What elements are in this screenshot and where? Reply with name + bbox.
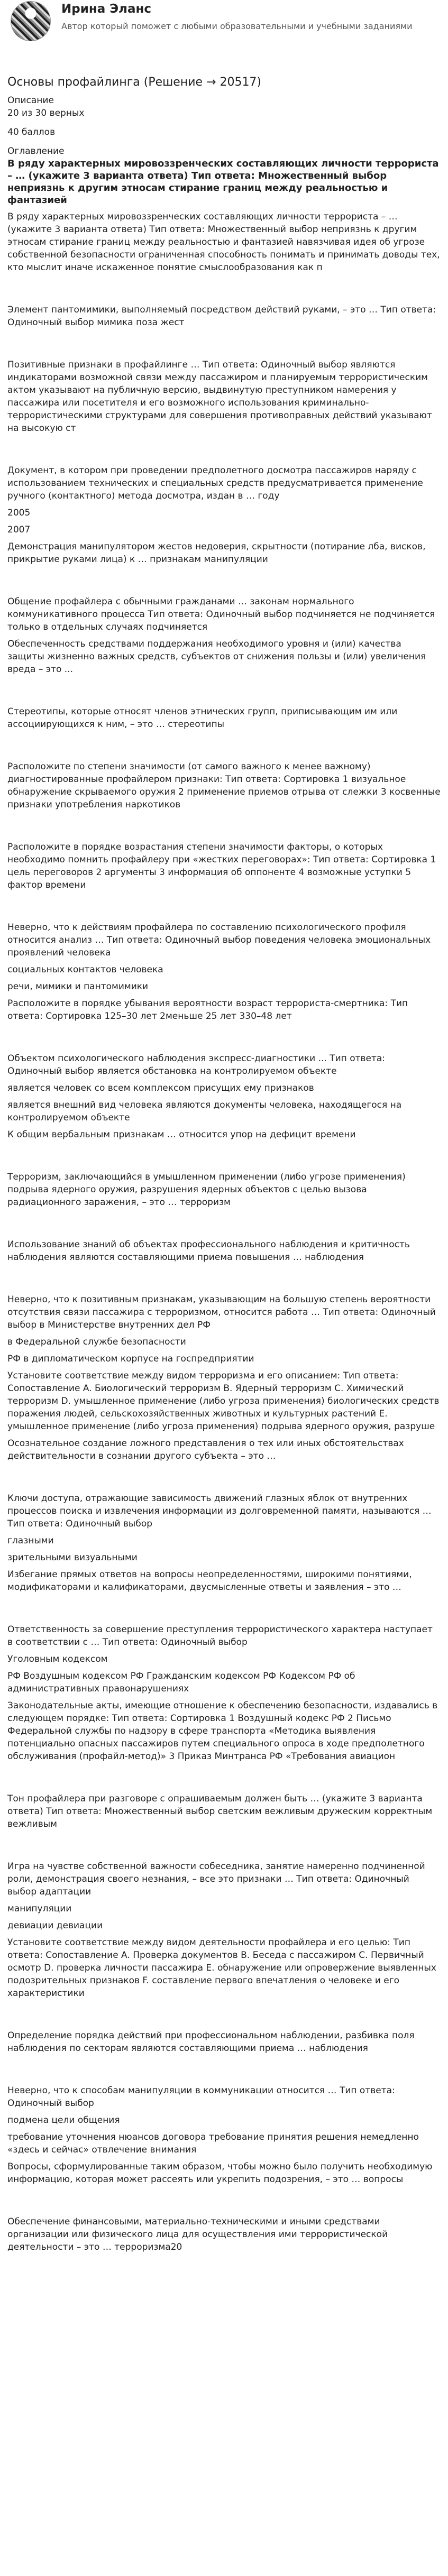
description-label: Описание (7, 95, 54, 106)
answer-option: зрительными визуальными (7, 1552, 138, 1563)
question-block (7, 760, 441, 811)
page-title: Основы профайлинга (Решение → 20517) (7, 76, 262, 89)
question-block (7, 303, 441, 329)
question-text: Использование знаний об объектах профессионального наблюдения и критичность наблюдения являются составляющими приема повышения … наблюдения (7, 1239, 410, 1263)
question-block (7, 358, 441, 435)
question-block (7, 2215, 441, 2253)
question-block (7, 1792, 441, 1830)
question-block (7, 1623, 441, 1763)
author-name[interactable]: Ирина Эланс (61, 2, 152, 16)
question-block (7, 1238, 441, 1264)
question-text: Элемент пантомимики, выполняемый посредством действий руками, – это … Тип ответа: Одиночный выбор мимика поза жест (7, 305, 436, 328)
question-text: Вопросы, сформулированные таким образом, чтобы можно было получить необходимую информацию, которая может рассеять или укрепить подозрения, – это … вопросы (7, 2161, 433, 2185)
question-text: К общим вербальным признакам … относится упор на дефицит времени (7, 1129, 356, 1140)
toc-label: Оглавление (7, 146, 65, 157)
question-block (7, 705, 441, 731)
question-block (7, 1052, 441, 1141)
question-block (7, 1171, 441, 1209)
question-text: Установите соответствие между видом терроризма и его описанием: Тип ответа: Сопоставление A. Биологический терроризм B. Ядерный терроризм C. Химический терроризм D. умышленное применение (либо угроза применения) биологических средств поражения людей, сельскохозяйственных животных и культурных растений E. умышленное применение (либо угроза применения) подрыва ядерного оружия, разруше (7, 1370, 440, 1432)
question-text: Ответственность за совершение преступления террористического характера наступает в соответствии с … Тип ответа: Одиночный выбор (7, 1624, 433, 1648)
question-text: Расположите по степени значимости (от самого важного к менее важному) диагностированные профайлером признаки: Тип ответа: Сортировка 1 визуальное обнаружение скрываемого оружия 2 применение приемов отрыва от слежки 3 косвенные признаки употребления наркотиков (7, 761, 441, 810)
question-block (7, 921, 441, 1023)
author-info (61, 0, 412, 33)
answer-option: в Федеральной службе безопасности (7, 1337, 186, 1347)
answer-option: манипуляции (7, 1903, 72, 1914)
question-block (7, 158, 441, 274)
question-text: Расположите в порядке убывания вероятности возраст террориста-смертника: Тип ответа: Сортировка 125–30 лет 2меньше 25 лет 330–48 лет (7, 998, 408, 1022)
avatar[interactable] (11, 1, 51, 41)
question-text: Установите соответствие между видом деятельности профайлера и его целью: Тип ответа: Сопоставление A. Проверка документов B. Беседа с пассажиром C. Первичный осмотр D. проверка личности пассажира E. обнаружение или опровержение выявленных подозрительных признаков F. составление первого впечатления о человеке и его характеристики (7, 1937, 436, 1999)
question-block (7, 595, 441, 676)
question-block (7, 841, 441, 891)
question-text: Общение профайлера с обычными гражданами … законам нормального коммуникативного процесса Тип ответа: Одиночный выбор подчиняется не подчиняется только в отдельных случаях подчиняется (7, 596, 435, 632)
question-text: В ряду характерных мировоззренческих составляющих личности террориста – … (укажите 3 варианта ответа) Тип ответа: Множественный выбор неприязнь к другим этносам стирание границ между реальностью и фантазией навязчивая идея об угрозе собственной безопасности ограниченная способность понимать и принимать доводы тех, кто мыслит иначе искаженное понятие смыслообразования как п (7, 211, 440, 273)
question-block (7, 464, 441, 566)
questions-list (7, 158, 441, 2253)
points: 40 баллов (7, 127, 56, 137)
question-text: Обеспечение финансовыми, материально-техническими и иными средствами организации или физического лица для осуществления ими террористической деятельности – это … терроризма20 (7, 2216, 388, 2252)
question-block (7, 1860, 441, 2000)
question-text: Осознательное создание ложного представления о тех или иных обстоятельствах действительности в сознании другого субъекта – это … (7, 1438, 404, 1461)
author-card (7, 0, 441, 68)
question-text: Неверно, что к способам манипуляции в коммуникации относится … Тип ответа: Одиночный выбор (7, 2085, 395, 2109)
question-block (7, 1492, 441, 1594)
question-text: Объектом психологического наблюдения экспресс-диагностики ... Тип ответа: Одиночный выбор является обстановка на контролируемом объекте (7, 1053, 386, 1077)
question-text: Неверно, что к действиям профайлера по составлению психологического профиля относится анализ … Тип ответа: Одиночный выбор поведения человека эмоциональных проявлений человека (7, 922, 431, 958)
question-text: Неверно, что к позитивным признакам, указывающим на большую степень вероятности отсутствия связи пассажира с терроризмом, относится работа … Тип ответа: Одиночный выбор в Министерстве внутренних дел РФ (7, 1294, 436, 1330)
question-text: Избегание прямых ответов на вопросы неопределенностями, широкими понятиями, модификаторами и калификаторами, двусмысленные ответы и заявления – это … (7, 1569, 412, 1593)
question-text: Терроризм, заключающийся в умышленном применении (либо угрозе применения) подрыва ядерного оружия, разрушения ядерных объектов с целью вызова радиационного заражения, – это … терроризм (7, 1172, 406, 1208)
question-text: Обеспеченность средствами поддержания необходимого уровня и (или) качества защиты жизненно важных средств, субъектов от снижения пользы и (или) увеличения вреда – это ... (7, 639, 426, 675)
answer-option: 2007 (7, 525, 31, 535)
question-text: В ряду характерных мировоззренческих составляющих личности террориста – … (укажите 3 варианта ответа) Тип ответа: Множественный выбор неприязнь к другим этносам стирание границ между реальностью и фантазией (7, 158, 439, 206)
question-text: Демонстрация манипулятором жестов недоверия, скрытности (потирание лба, висков, прикрытие руками лица) к … признакам манипуляции (7, 541, 426, 565)
question-text: Документ, в котором при проведении предполетного досмотра пассажиров наряду с использованием технических и специальных средств предусматривается применение ручного (контактного) метода досмотра, издан в … году (7, 465, 423, 501)
answer-option: РФ Воздушным кодексом РФ Гражданским кодексом РФ Кодексом РФ об административных правонарушениях (7, 1671, 355, 1694)
answer-option: является человек со всем комплексом присущих ему признаков (7, 1083, 314, 1093)
answer-option: девиации девиации (7, 1920, 103, 1931)
question-text: Игра на чувстве собственной важности собеседника, занятие намеренно подчиненной роли, демонстрация своего незнания, – все это признаки … Тип ответа: Одиночный выбор адаптации (7, 1861, 425, 1897)
score-stats: 20 из 30 верных (7, 108, 85, 118)
question-text: Расположите в порядке возрастания степени значимости факторы, о которых необходимо помнить профайлеру при «жестких переговорах»: Тип ответа: Сортировка 1 цель переговоров 2 аргументы 3 информация об оппоненте 4 возможные уступки 5 фактор времени (7, 842, 436, 890)
answer-option: речи, мимики и пантомимики (7, 981, 149, 992)
question-text: Ключи доступа, отражающие зависимость движений глазных яблок от внутренних процессов поиска и извлечения информации из долговременной памяти, называются … Тип ответа: Одиночный выбор (7, 1493, 432, 1529)
author-description: Автор который поможет с любыми образовательными и учебными заданиями (61, 21, 413, 31)
question-text: Стереотипы, которые относят членов этнических групп, приписывающим им или ассоциирующихся к ним, – это … стереотипы (7, 706, 398, 730)
answer-option: РФ в дипломатическом корпусе на госпредприятии (7, 1354, 254, 1364)
question-block (7, 1293, 441, 1462)
question-text: Тон профайлера при разговоре с опрашиваемым должен быть … (укажите 3 варианта ответа) Тип ответа: Множественный выбор светским вежливым дружеским корректным вежливым (7, 1793, 433, 1829)
question-text: Законодательные акты, имеющие отношение к обеспечению безопасности, издавались в следующем порядке: Тип ответа: Сортировка 1 Воздушный кодекс РФ 2 Письмо Федеральной службы по надзору в сфере транспорта «Методика выявления потенциально опасных пассажиров путем специального опроса в ходе предполетного обслуживания (профайл-метод)» 3 Приказ Минтранса РФ «Требования авиацион (7, 1700, 438, 1762)
answer-option: глазными (7, 1535, 54, 1546)
answer-option: социальных контактов человека (7, 964, 163, 975)
question-block (7, 2084, 441, 2186)
question-text: Позитивные признаки в профайлинге … Тип ответа: Одиночный выбор являются индикаторами возможной связи между пассажиром и планируемым террористическим актом указывают на публичную версию, выдвинутую преступником намерения у пассажира или посетителя и его возможного использования криминально-террористическими структурами для совершения противоправных действий указывают на высокую ст (7, 360, 432, 434)
answer-option: подмена цели общения (7, 2115, 120, 2126)
question-block (7, 2029, 441, 2055)
question-text: Определение порядка действий при профессиональном наблюдении, разбивка поля наблюдения по секторам являются составляющими приема … наблюдения (7, 2030, 415, 2054)
answer-option: Уголовным кодексом (7, 1654, 108, 1664)
answer-option: требование уточнения нюансов договора требование принятия решения немедленно «здесь и сейчас» отвлечение внимания (7, 2132, 419, 2155)
answer-option: является внешний вид человека являются документы человека, находящегося на контролируемом объекте (7, 1100, 402, 1123)
answer-option: 2005 (7, 508, 31, 518)
